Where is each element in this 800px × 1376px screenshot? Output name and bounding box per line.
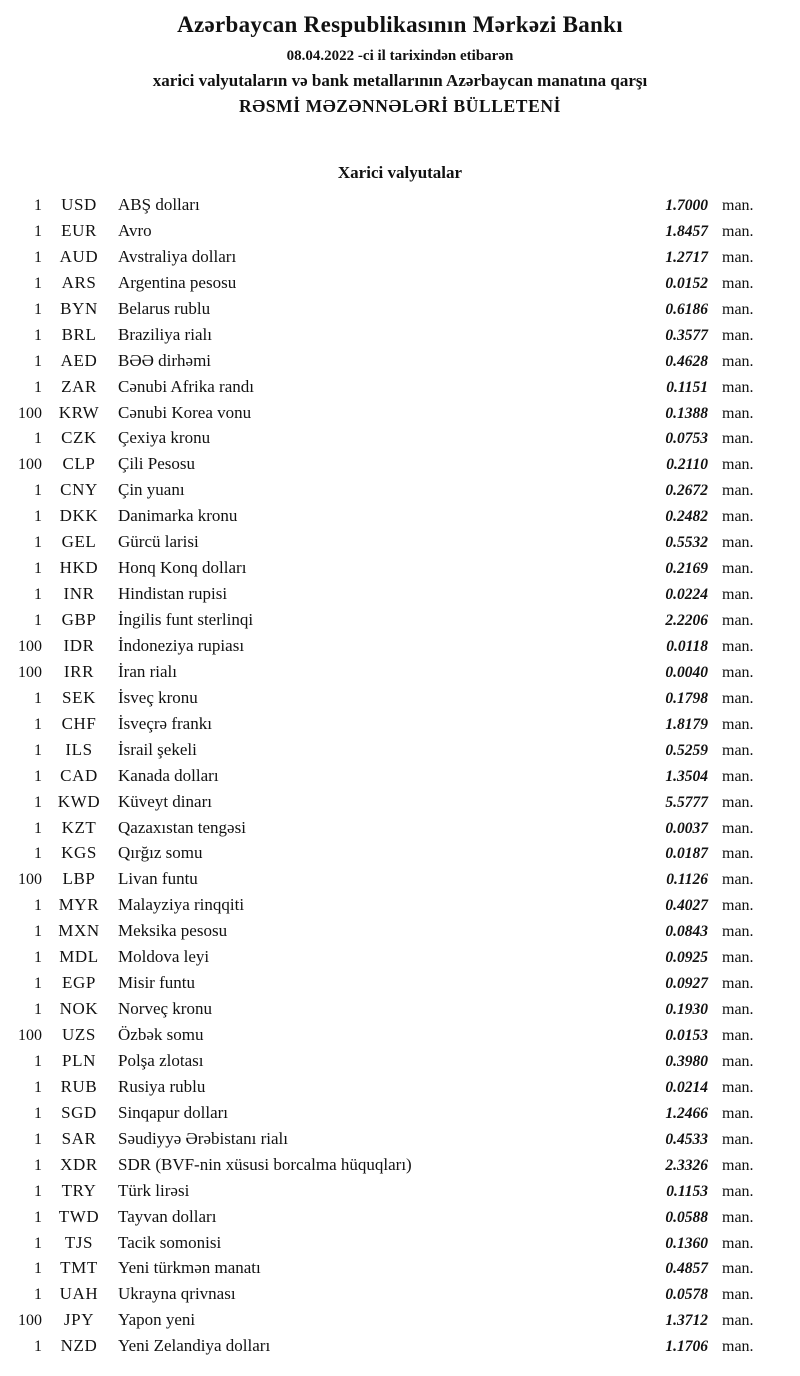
currency-row bbox=[0, 1255, 800, 1281]
currency-quantity: 1 bbox=[34, 586, 42, 604]
currency-unit: man. bbox=[722, 197, 754, 214]
currency-code: IRR bbox=[63, 661, 95, 681]
currency-unit: man. bbox=[722, 1260, 754, 1278]
currency-quantity: 1 bbox=[34, 1234, 42, 1252]
currency-code: NZD bbox=[60, 1336, 98, 1356]
currency-code: ILS bbox=[65, 739, 93, 759]
currency-quantity: 1 bbox=[34, 1260, 42, 1278]
currency-name: İsveç kronu bbox=[118, 687, 198, 707]
currency-name: Gürcü larisi bbox=[118, 532, 199, 552]
currency-name: Türk lirəsi bbox=[118, 1180, 190, 1200]
currency-code: JPY bbox=[63, 1310, 95, 1330]
currency-quantity: 1 bbox=[34, 1338, 42, 1356]
currency-rate: 0.1360 bbox=[665, 1234, 708, 1252]
currency-code: CAD bbox=[60, 765, 98, 785]
currency-rate: 0.1798 bbox=[665, 689, 708, 707]
currency-quantity: 1 bbox=[34, 534, 42, 552]
currency-unit: man. bbox=[722, 508, 754, 526]
currency-unit: man. bbox=[722, 1234, 754, 1252]
currency-code: PLN bbox=[62, 1050, 96, 1070]
currency-unit: man. bbox=[722, 1078, 754, 1096]
currency-rate: 0.0224 bbox=[665, 586, 708, 604]
currency-quantity: 100 bbox=[18, 404, 42, 422]
currency-row bbox=[0, 711, 800, 737]
currency-unit: man. bbox=[722, 404, 754, 422]
currency-code: INR bbox=[63, 584, 95, 604]
currency-rate: 0.4628 bbox=[665, 352, 708, 370]
currency-row bbox=[0, 555, 800, 581]
currency-unit: man. bbox=[722, 612, 754, 629]
currency-row bbox=[0, 218, 800, 244]
currency-code: TMT bbox=[60, 1258, 98, 1278]
currency-name: Yeni türkmən manatı bbox=[118, 1258, 261, 1278]
currency-unit: man. bbox=[722, 949, 754, 967]
currency-rate: 0.0153 bbox=[665, 1027, 708, 1044]
currency-quantity: 1 bbox=[34, 326, 42, 344]
currency-code: TJS bbox=[64, 1232, 94, 1252]
currency-name: İsrail şekeli bbox=[118, 739, 197, 759]
currency-rate: 0.1126 bbox=[666, 871, 708, 889]
currency-name: Malayziya rinqqiti bbox=[118, 895, 245, 915]
currency-code: SAR bbox=[61, 1128, 97, 1148]
currency-rate: 0.4027 bbox=[665, 897, 708, 915]
currency-name: Qırğız somu bbox=[118, 843, 203, 863]
currency-unit: man. bbox=[722, 248, 754, 266]
currency-unit: man. bbox=[722, 1001, 754, 1019]
currency-quantity: 1 bbox=[34, 300, 42, 318]
currency-rate: 0.4857 bbox=[665, 1260, 708, 1278]
currency-unit: man. bbox=[722, 378, 754, 396]
currency-row bbox=[0, 529, 800, 555]
currency-rate: 0.6186 bbox=[665, 300, 708, 318]
currency-unit: man. bbox=[722, 586, 754, 604]
currency-code: USD bbox=[61, 195, 97, 214]
currency-name: Misir funtu bbox=[118, 973, 195, 993]
currency-unit: man. bbox=[722, 222, 754, 240]
bank-title: Azərbaycan Respublikasının Mərkəzi Bankı bbox=[177, 12, 623, 37]
currency-row bbox=[0, 918, 800, 944]
currency-code: KGS bbox=[61, 843, 97, 863]
currency-rate: 0.0214 bbox=[665, 1078, 708, 1096]
currency-unit: man. bbox=[722, 534, 754, 552]
currency-unit: man. bbox=[722, 560, 754, 578]
currency-rate: 1.3712 bbox=[665, 1312, 708, 1330]
currency-unit: man. bbox=[722, 1027, 754, 1044]
currency-rate: 0.0753 bbox=[665, 430, 708, 448]
currency-unit: man. bbox=[722, 871, 754, 889]
currency-code: MDL bbox=[59, 947, 99, 967]
currency-quantity: 1 bbox=[34, 741, 42, 759]
currency-code: GEL bbox=[61, 532, 97, 552]
currency-row bbox=[0, 1178, 800, 1204]
currency-row bbox=[0, 1100, 800, 1126]
currency-row bbox=[0, 944, 800, 970]
currency-unit: man. bbox=[722, 456, 754, 474]
currency-rate: 0.1153 bbox=[666, 1182, 708, 1200]
currency-row bbox=[0, 763, 800, 789]
currency-unit: man. bbox=[722, 663, 754, 681]
currency-rate: 0.1930 bbox=[665, 1001, 708, 1019]
currency-rate: 0.0152 bbox=[665, 274, 708, 292]
currency-code: KZT bbox=[61, 817, 97, 837]
currency-rate: 0.4533 bbox=[665, 1130, 708, 1148]
currency-row bbox=[0, 192, 800, 218]
currency-code: SGD bbox=[61, 1102, 97, 1122]
currency-quantity: 1 bbox=[34, 793, 42, 811]
currency-quantity: 1 bbox=[34, 1104, 42, 1122]
currency-rate: 0.0927 bbox=[665, 975, 708, 993]
currency-name: Çili Pesosu bbox=[118, 454, 195, 474]
currency-row bbox=[0, 970, 800, 996]
section-title-foreign-currencies: Xarici valyutalar bbox=[337, 163, 463, 182]
currency-name: Səudiyyə Ərəbistanı rialı bbox=[118, 1128, 288, 1148]
currency-row bbox=[0, 1281, 800, 1307]
currency-row bbox=[0, 996, 800, 1022]
currency-quantity: 1 bbox=[34, 923, 42, 941]
currency-code: XDR bbox=[60, 1154, 98, 1174]
currency-unit: man. bbox=[722, 274, 754, 292]
currency-row bbox=[0, 659, 800, 685]
currency-quantity: 1 bbox=[34, 612, 42, 629]
currency-code: UZS bbox=[62, 1025, 96, 1044]
currency-rate: 1.8457 bbox=[665, 222, 708, 240]
currency-name: Avro bbox=[118, 220, 152, 240]
currency-unit: man. bbox=[722, 975, 754, 993]
currency-code: AED bbox=[60, 350, 98, 370]
currency-rate: 0.1388 bbox=[665, 404, 708, 422]
currency-unit: man. bbox=[722, 741, 754, 759]
currency-name: SDR (BVF-nin xüsusi borcalma hüquqları) bbox=[118, 1154, 412, 1174]
currency-code: SEK bbox=[62, 687, 96, 707]
currency-rate: 0.0843 bbox=[665, 923, 708, 941]
currency-name: İndoneziya rupiası bbox=[118, 635, 245, 655]
currency-rate: 0.2169 bbox=[665, 560, 708, 578]
currency-code: IDR bbox=[63, 635, 95, 655]
currency-rate: 1.2717 bbox=[665, 248, 708, 266]
currency-quantity: 1 bbox=[34, 430, 42, 448]
currency-quantity: 1 bbox=[34, 1156, 42, 1174]
currency-quantity: 1 bbox=[34, 1078, 42, 1096]
currency-name: Kanada dolları bbox=[118, 765, 219, 785]
currency-quantity: 100 bbox=[18, 456, 42, 474]
currency-row bbox=[0, 1152, 800, 1178]
currency-unit: man. bbox=[722, 637, 754, 655]
currency-unit: man. bbox=[722, 715, 754, 733]
currency-quantity: 1 bbox=[34, 248, 42, 266]
currency-quantity: 1 bbox=[34, 845, 42, 863]
currency-unit: man. bbox=[722, 793, 754, 811]
currency-row bbox=[0, 348, 800, 374]
currency-name: BƏƏ dirhəmi bbox=[118, 350, 212, 370]
currency-code: CHF bbox=[61, 713, 97, 733]
currency-rate: 0.0925 bbox=[665, 949, 708, 967]
currency-code: HKD bbox=[59, 558, 99, 578]
currency-row bbox=[0, 1074, 800, 1100]
scope-line: xarici valyutaların və bank metallarının Azərbaycan manatına qarşı bbox=[152, 71, 648, 90]
currency-name: Tayvan dolları bbox=[118, 1206, 217, 1226]
currency-name: Meksika pesosu bbox=[118, 921, 228, 941]
currency-name: Avstraliya dolları bbox=[118, 246, 237, 266]
currency-code: KWD bbox=[57, 791, 101, 811]
currency-rate: 0.0578 bbox=[665, 1286, 708, 1304]
currency-row bbox=[0, 1204, 800, 1230]
currency-name: Hindistan rupisi bbox=[118, 584, 228, 604]
currency-quantity: 1 bbox=[34, 482, 42, 500]
currency-rate: 5.5777 bbox=[665, 793, 708, 811]
currency-code: ARS bbox=[61, 272, 97, 292]
currency-quantity: 1 bbox=[34, 1182, 42, 1200]
currency-row bbox=[0, 1048, 800, 1074]
currency-row bbox=[0, 270, 800, 296]
currency-quantity: 1 bbox=[34, 1001, 42, 1019]
currency-code: KRW bbox=[58, 402, 100, 422]
currency-code: DKK bbox=[59, 506, 99, 526]
currency-name: Qazaxıstan tengəsi bbox=[118, 817, 246, 837]
currency-rate: 0.2110 bbox=[666, 456, 708, 474]
currency-name: İran rialı bbox=[118, 661, 177, 681]
currency-quantity: 1 bbox=[34, 222, 42, 240]
currency-quantity: 1 bbox=[34, 274, 42, 292]
currency-name: Belarus rublu bbox=[118, 298, 211, 318]
currency-row bbox=[0, 685, 800, 711]
currency-code: EUR bbox=[61, 220, 97, 240]
currency-row bbox=[0, 815, 800, 841]
currency-quantity: 1 bbox=[34, 897, 42, 915]
currency-quantity: 100 bbox=[18, 1027, 42, 1044]
currency-row bbox=[0, 892, 800, 918]
currency-name: Yeni Zelandiya dolları bbox=[118, 1336, 271, 1356]
currency-rate: 2.2206 bbox=[665, 612, 708, 629]
currency-rate: 1.8179 bbox=[665, 715, 708, 733]
currency-rate: 0.0118 bbox=[666, 637, 708, 655]
currency-rate: 1.7000 bbox=[665, 197, 708, 214]
currency-name: Ukrayna qrivnası bbox=[118, 1284, 236, 1304]
currency-quantity: 1 bbox=[34, 715, 42, 733]
currency-row bbox=[0, 1126, 800, 1152]
currency-code: BRL bbox=[61, 324, 97, 344]
rates-table-body bbox=[0, 192, 800, 1359]
currency-code: UAH bbox=[59, 1284, 99, 1304]
currency-code: MXN bbox=[58, 921, 100, 941]
currency-row bbox=[0, 1333, 800, 1359]
currency-quantity: 1 bbox=[34, 352, 42, 370]
currency-rate: 2.3326 bbox=[665, 1156, 708, 1174]
currency-code: AUD bbox=[59, 246, 99, 266]
currency-row bbox=[0, 503, 800, 529]
currency-unit: man. bbox=[722, 689, 754, 707]
currency-name: Livan funtu bbox=[118, 869, 198, 889]
currency-code: NOK bbox=[59, 999, 99, 1019]
currency-unit: man. bbox=[722, 1312, 754, 1330]
currency-quantity: 1 bbox=[34, 1052, 42, 1070]
currency-code: BYN bbox=[60, 298, 98, 318]
currency-row bbox=[0, 322, 800, 348]
currency-code: CLP bbox=[62, 454, 96, 474]
currency-row bbox=[0, 296, 800, 322]
currency-unit: man. bbox=[722, 1104, 754, 1122]
currency-name: Çexiya kronu bbox=[118, 428, 211, 448]
currency-quantity: 100 bbox=[18, 1312, 42, 1330]
currency-row bbox=[0, 633, 800, 659]
currency-name: Sinqapur dolları bbox=[118, 1102, 229, 1122]
currency-quantity: 1 bbox=[34, 1208, 42, 1226]
currency-code: TWD bbox=[58, 1206, 100, 1226]
currency-row bbox=[0, 581, 800, 607]
currency-unit: man. bbox=[722, 1130, 754, 1148]
currency-quantity: 1 bbox=[34, 197, 42, 214]
currency-code: CZK bbox=[61, 428, 97, 448]
currency-unit: man. bbox=[722, 300, 754, 318]
currency-unit: man. bbox=[722, 1182, 754, 1200]
currency-quantity: 1 bbox=[34, 975, 42, 993]
currency-row bbox=[0, 477, 800, 503]
currency-rate: 1.1706 bbox=[665, 1338, 708, 1356]
currency-rate: 1.2466 bbox=[665, 1104, 708, 1122]
currency-unit: man. bbox=[722, 767, 754, 785]
currency-rate: 0.0040 bbox=[665, 663, 708, 681]
effective-date-line: 08.04.2022 -ci il tarixindən etibarən bbox=[286, 48, 514, 64]
currency-unit: man. bbox=[722, 923, 754, 941]
currency-quantity: 1 bbox=[34, 689, 42, 707]
currency-name: Özbək somu bbox=[118, 1025, 204, 1044]
currency-unit: man. bbox=[722, 482, 754, 500]
currency-unit: man. bbox=[722, 1052, 754, 1070]
currency-code: ZAR bbox=[61, 376, 97, 396]
currency-name: Küveyt dinarı bbox=[118, 791, 212, 811]
currency-unit: man. bbox=[722, 1208, 754, 1226]
currency-unit: man. bbox=[722, 1338, 754, 1356]
currency-quantity: 1 bbox=[34, 1286, 42, 1304]
currency-name: ABŞ dolları bbox=[118, 195, 200, 214]
currency-rate: 0.3980 bbox=[665, 1052, 708, 1070]
currency-row bbox=[0, 374, 800, 400]
currency-rate: 0.1151 bbox=[666, 378, 708, 396]
currency-quantity: 1 bbox=[34, 1130, 42, 1148]
currency-code: EGP bbox=[62, 973, 96, 993]
currency-name: Honq Konq dolları bbox=[118, 558, 247, 578]
currency-code: LBP bbox=[62, 869, 96, 889]
bulletin-title: RƏSMİ MƏZƏNNƏLƏRİ BÜLLETENİ bbox=[239, 96, 561, 116]
currency-name: İngilis funt sterlinqi bbox=[118, 610, 254, 629]
currency-unit: man. bbox=[722, 1156, 754, 1174]
currency-rate: 0.0187 bbox=[665, 845, 708, 863]
currency-quantity: 1 bbox=[34, 949, 42, 967]
currency-rate: 0.5532 bbox=[665, 534, 708, 552]
currency-name: Braziliya rialı bbox=[118, 324, 212, 344]
currency-unit: man. bbox=[722, 352, 754, 370]
currency-row bbox=[0, 866, 800, 892]
currency-row bbox=[0, 1307, 800, 1333]
currency-rate: 0.2672 bbox=[665, 482, 708, 500]
currency-name: Cənubi Afrika randı bbox=[118, 376, 254, 396]
currency-quantity: 1 bbox=[34, 819, 42, 837]
currency-rate: 0.5259 bbox=[665, 741, 708, 759]
currency-code: RUB bbox=[60, 1076, 98, 1096]
currency-quantity: 100 bbox=[18, 637, 42, 655]
currency-row bbox=[0, 1022, 800, 1048]
currency-rate: 0.3577 bbox=[665, 326, 708, 344]
currency-row bbox=[0, 425, 800, 451]
currency-row bbox=[0, 451, 800, 477]
currency-quantity: 1 bbox=[34, 508, 42, 526]
currency-name: Cənubi Korea vonu bbox=[118, 402, 252, 422]
currency-code: TRY bbox=[61, 1180, 97, 1200]
currency-row bbox=[0, 789, 800, 815]
currency-rate: 0.2482 bbox=[665, 508, 708, 526]
currency-rate: 0.0588 bbox=[665, 1208, 708, 1226]
currency-name: Polşa zlotası bbox=[118, 1050, 204, 1070]
currency-rate: 1.3504 bbox=[665, 767, 708, 785]
currency-name: Yapon yeni bbox=[118, 1310, 196, 1330]
currency-name: Moldova leyi bbox=[118, 947, 210, 967]
currency-unit: man. bbox=[722, 326, 754, 344]
currency-quantity: 1 bbox=[34, 560, 42, 578]
currency-unit: man. bbox=[722, 845, 754, 863]
currency-quantity: 1 bbox=[34, 378, 42, 396]
currency-row bbox=[0, 737, 800, 763]
currency-row bbox=[0, 400, 800, 426]
currency-name: İsveçrə frankı bbox=[118, 713, 212, 733]
currency-quantity: 100 bbox=[18, 663, 42, 681]
currency-rate: 0.0037 bbox=[665, 819, 708, 837]
currency-row bbox=[0, 244, 800, 270]
currency-code: MYR bbox=[58, 895, 100, 915]
currency-unit: man. bbox=[722, 819, 754, 837]
document-header bbox=[0, 12, 800, 117]
currency-quantity: 1 bbox=[34, 767, 42, 785]
currency-code: CNY bbox=[60, 480, 98, 500]
currency-name: Rusiya rublu bbox=[118, 1076, 206, 1096]
currency-unit: man. bbox=[722, 430, 754, 448]
currency-name: Tacik somonisi bbox=[118, 1232, 222, 1252]
currency-quantity: 100 bbox=[18, 871, 42, 889]
currency-unit: man. bbox=[722, 897, 754, 915]
currency-row bbox=[0, 607, 800, 633]
currency-row bbox=[0, 840, 800, 866]
currency-name: Danimarka kronu bbox=[118, 506, 238, 526]
currency-unit: man. bbox=[722, 1286, 754, 1304]
currency-code: GBP bbox=[61, 610, 97, 629]
currency-name: Çin yuanı bbox=[118, 480, 185, 500]
currency-name: Norveç kronu bbox=[118, 999, 212, 1019]
currency-row bbox=[0, 1230, 800, 1256]
currency-name: Argentina pesosu bbox=[118, 272, 237, 292]
